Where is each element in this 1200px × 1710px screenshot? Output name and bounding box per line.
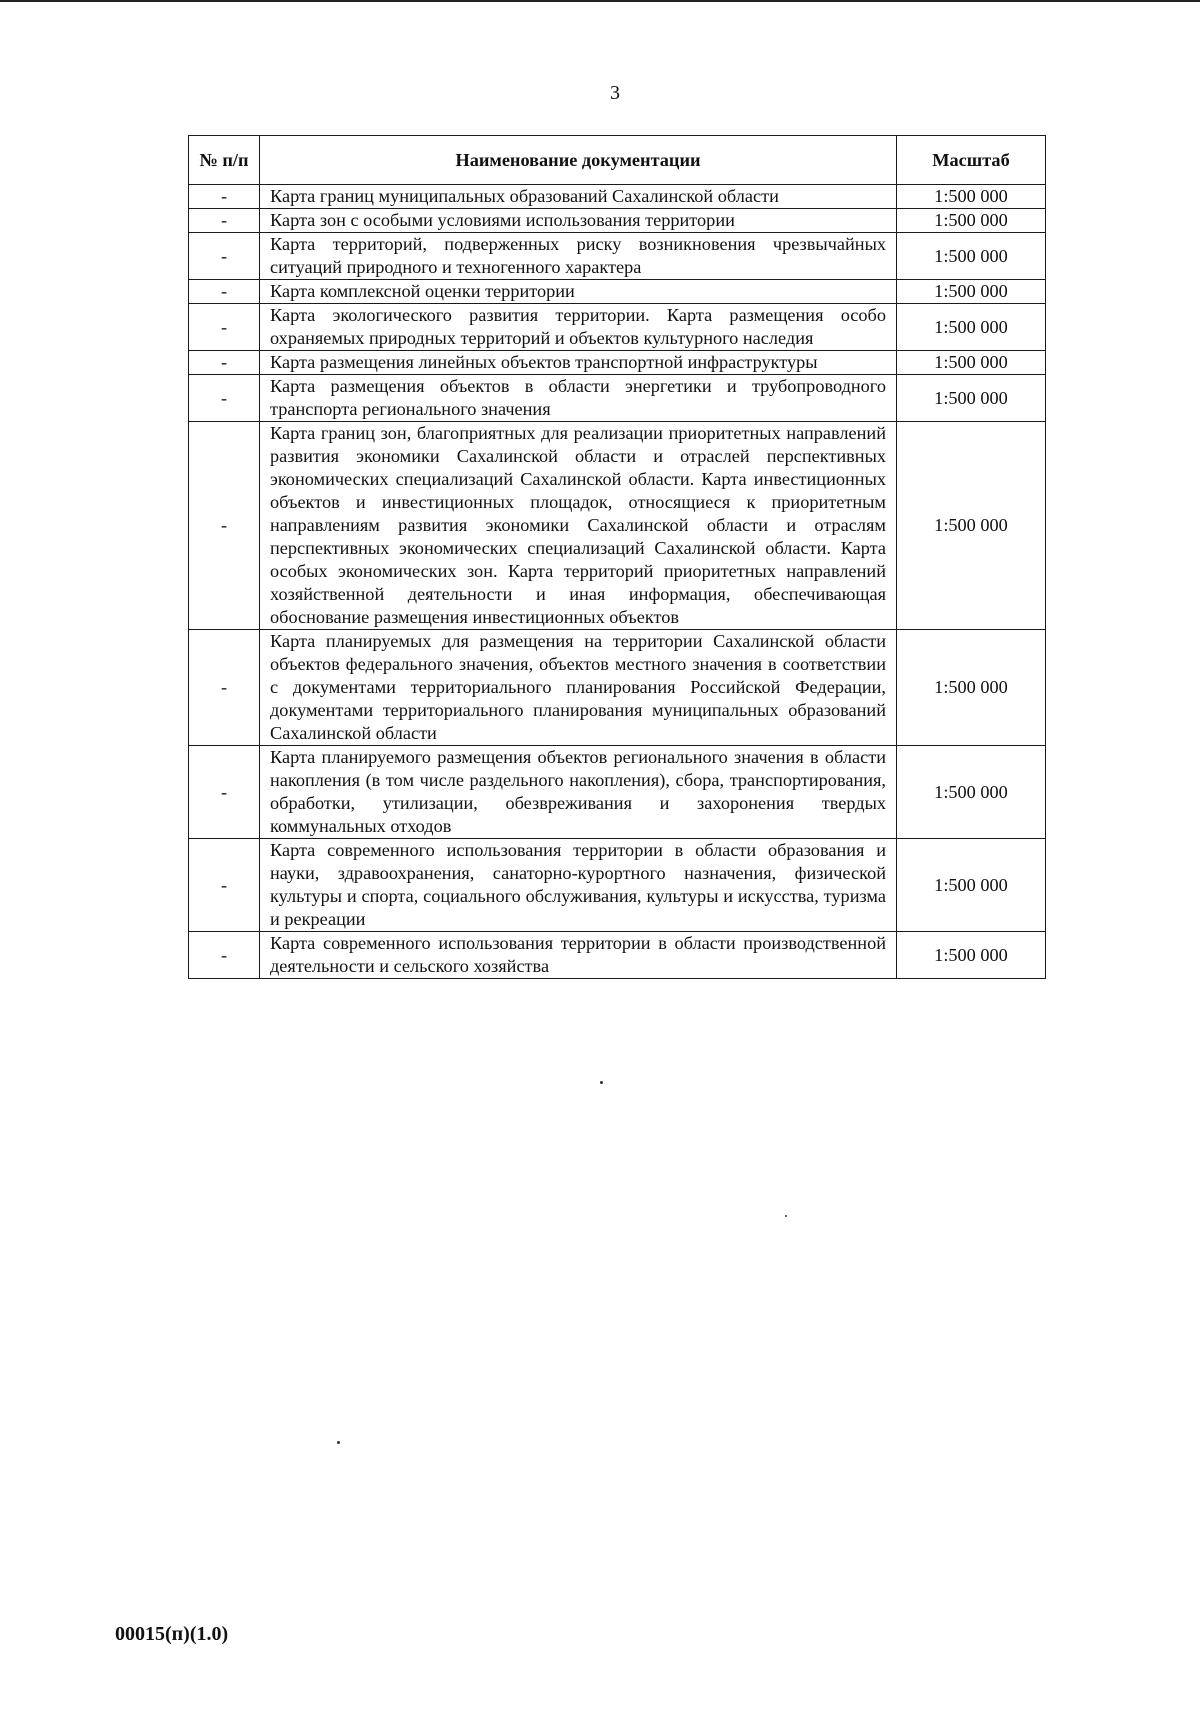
row-number: - bbox=[189, 280, 260, 304]
row-number: - bbox=[189, 375, 260, 422]
row-name: Карта экологического развития территории. Карта размещения особо охраняемых природных территорий и объектов культурного наследия bbox=[260, 304, 897, 351]
row-number: - bbox=[189, 630, 260, 746]
table-header-row bbox=[189, 136, 1046, 185]
row-name: Карта комплексной оценки территории bbox=[260, 280, 897, 304]
table-row bbox=[189, 932, 1046, 979]
documentation-table bbox=[188, 135, 1046, 979]
row-scale: 1:500 000 bbox=[897, 185, 1046, 209]
table-row bbox=[189, 630, 1046, 746]
table-row bbox=[189, 422, 1046, 630]
header-name: Наименование документации bbox=[260, 136, 897, 185]
row-number: - bbox=[189, 209, 260, 233]
row-name: Карта размещения объектов в области энергетики и трубопроводного транспорта регионального значения bbox=[260, 375, 897, 422]
table-row bbox=[189, 746, 1046, 839]
table-row bbox=[189, 280, 1046, 304]
row-scale: 1:500 000 bbox=[897, 209, 1046, 233]
scan-speck bbox=[337, 1441, 340, 1444]
row-number: - bbox=[189, 185, 260, 209]
row-number: - bbox=[189, 422, 260, 630]
row-scale: 1:500 000 bbox=[897, 233, 1046, 280]
row-scale: 1:500 000 bbox=[897, 304, 1046, 351]
document-code: 00015(п)(1.0) bbox=[115, 1623, 229, 1645]
row-scale: 1:500 000 bbox=[897, 280, 1046, 304]
table-row bbox=[189, 233, 1046, 280]
table-row bbox=[189, 185, 1046, 209]
row-name: Карта размещения линейных объектов транспортной инфраструктуры bbox=[260, 351, 897, 375]
row-scale: 1:500 000 bbox=[897, 839, 1046, 932]
table-row bbox=[189, 375, 1046, 422]
page-number: 3 bbox=[610, 82, 620, 104]
row-name: Карта зон с особыми условиями использования территории bbox=[260, 209, 897, 233]
row-name: Карта планируемых для размещения на территории Сахалинской области объектов федерального значения, объектов местного значения в соответствии с документами территориального планирования Российской Федерации, документами территориального планирования муниципальных образований Сахалинской области bbox=[260, 630, 897, 746]
row-name: Карта территорий, подверженных риску возникновения чрезвычайных ситуаций природного и техногенного характера bbox=[260, 233, 897, 280]
row-scale: 1:500 000 bbox=[897, 932, 1046, 979]
row-number: - bbox=[189, 351, 260, 375]
row-name: Карта планируемого размещения объектов регионального значения в области накопления (в том числе раздельного накопления), сбора, транспортирования, обработки, утилизации, обезвреживания и захоронения твердых коммунальных отходов bbox=[260, 746, 897, 839]
row-number: - bbox=[189, 233, 260, 280]
table-row bbox=[189, 839, 1046, 932]
row-scale: 1:500 000 bbox=[897, 746, 1046, 839]
row-scale: 1:500 000 bbox=[897, 630, 1046, 746]
table-row bbox=[189, 209, 1046, 233]
header-scale: Масштаб bbox=[897, 136, 1046, 185]
table-row bbox=[189, 304, 1046, 351]
row-name: Карта современного использования территории в области образования и науки, здравоохранения, санаторно-курортного назначения, физической культуры и спорта, социального обслуживания, культуры и искусства, туризма и рекреации bbox=[260, 839, 897, 932]
row-number: - bbox=[189, 746, 260, 839]
row-scale: 1:500 000 bbox=[897, 375, 1046, 422]
row-name: Карта границ муниципальных образований Сахалинской области bbox=[260, 185, 897, 209]
row-number: - bbox=[189, 932, 260, 979]
row-number: - bbox=[189, 839, 260, 932]
scan-top-border bbox=[0, 0, 1200, 2]
header-number: № п/п bbox=[189, 136, 260, 185]
row-name: Карта границ зон, благоприятных для реализации приоритетных направлений развития экономики Сахалинской области и отраслей перспективных экономических специализаций Сахалинской области. Карта инвестиционных объектов и инвестиционных площадок, относящиеся к приоритетным направлениям развития экономики Сахалинской области и отраслям перспективных экономических специализаций Сахалинской области. Карта особых экономических зон. Карта территорий приоритетных направлений хозяйственной деятельности и иная информация, обеспечивающая обоснование размещения инвестиционных объектов bbox=[260, 422, 897, 630]
row-name: Карта современного использования территории в области производственной деятельности и сельского хозяйства bbox=[260, 932, 897, 979]
row-scale: 1:500 000 bbox=[897, 422, 1046, 630]
table-row bbox=[189, 351, 1046, 375]
scan-speck bbox=[600, 1081, 603, 1084]
scan-speck bbox=[785, 1215, 787, 1217]
row-number: - bbox=[189, 304, 260, 351]
row-scale: 1:500 000 bbox=[897, 351, 1046, 375]
